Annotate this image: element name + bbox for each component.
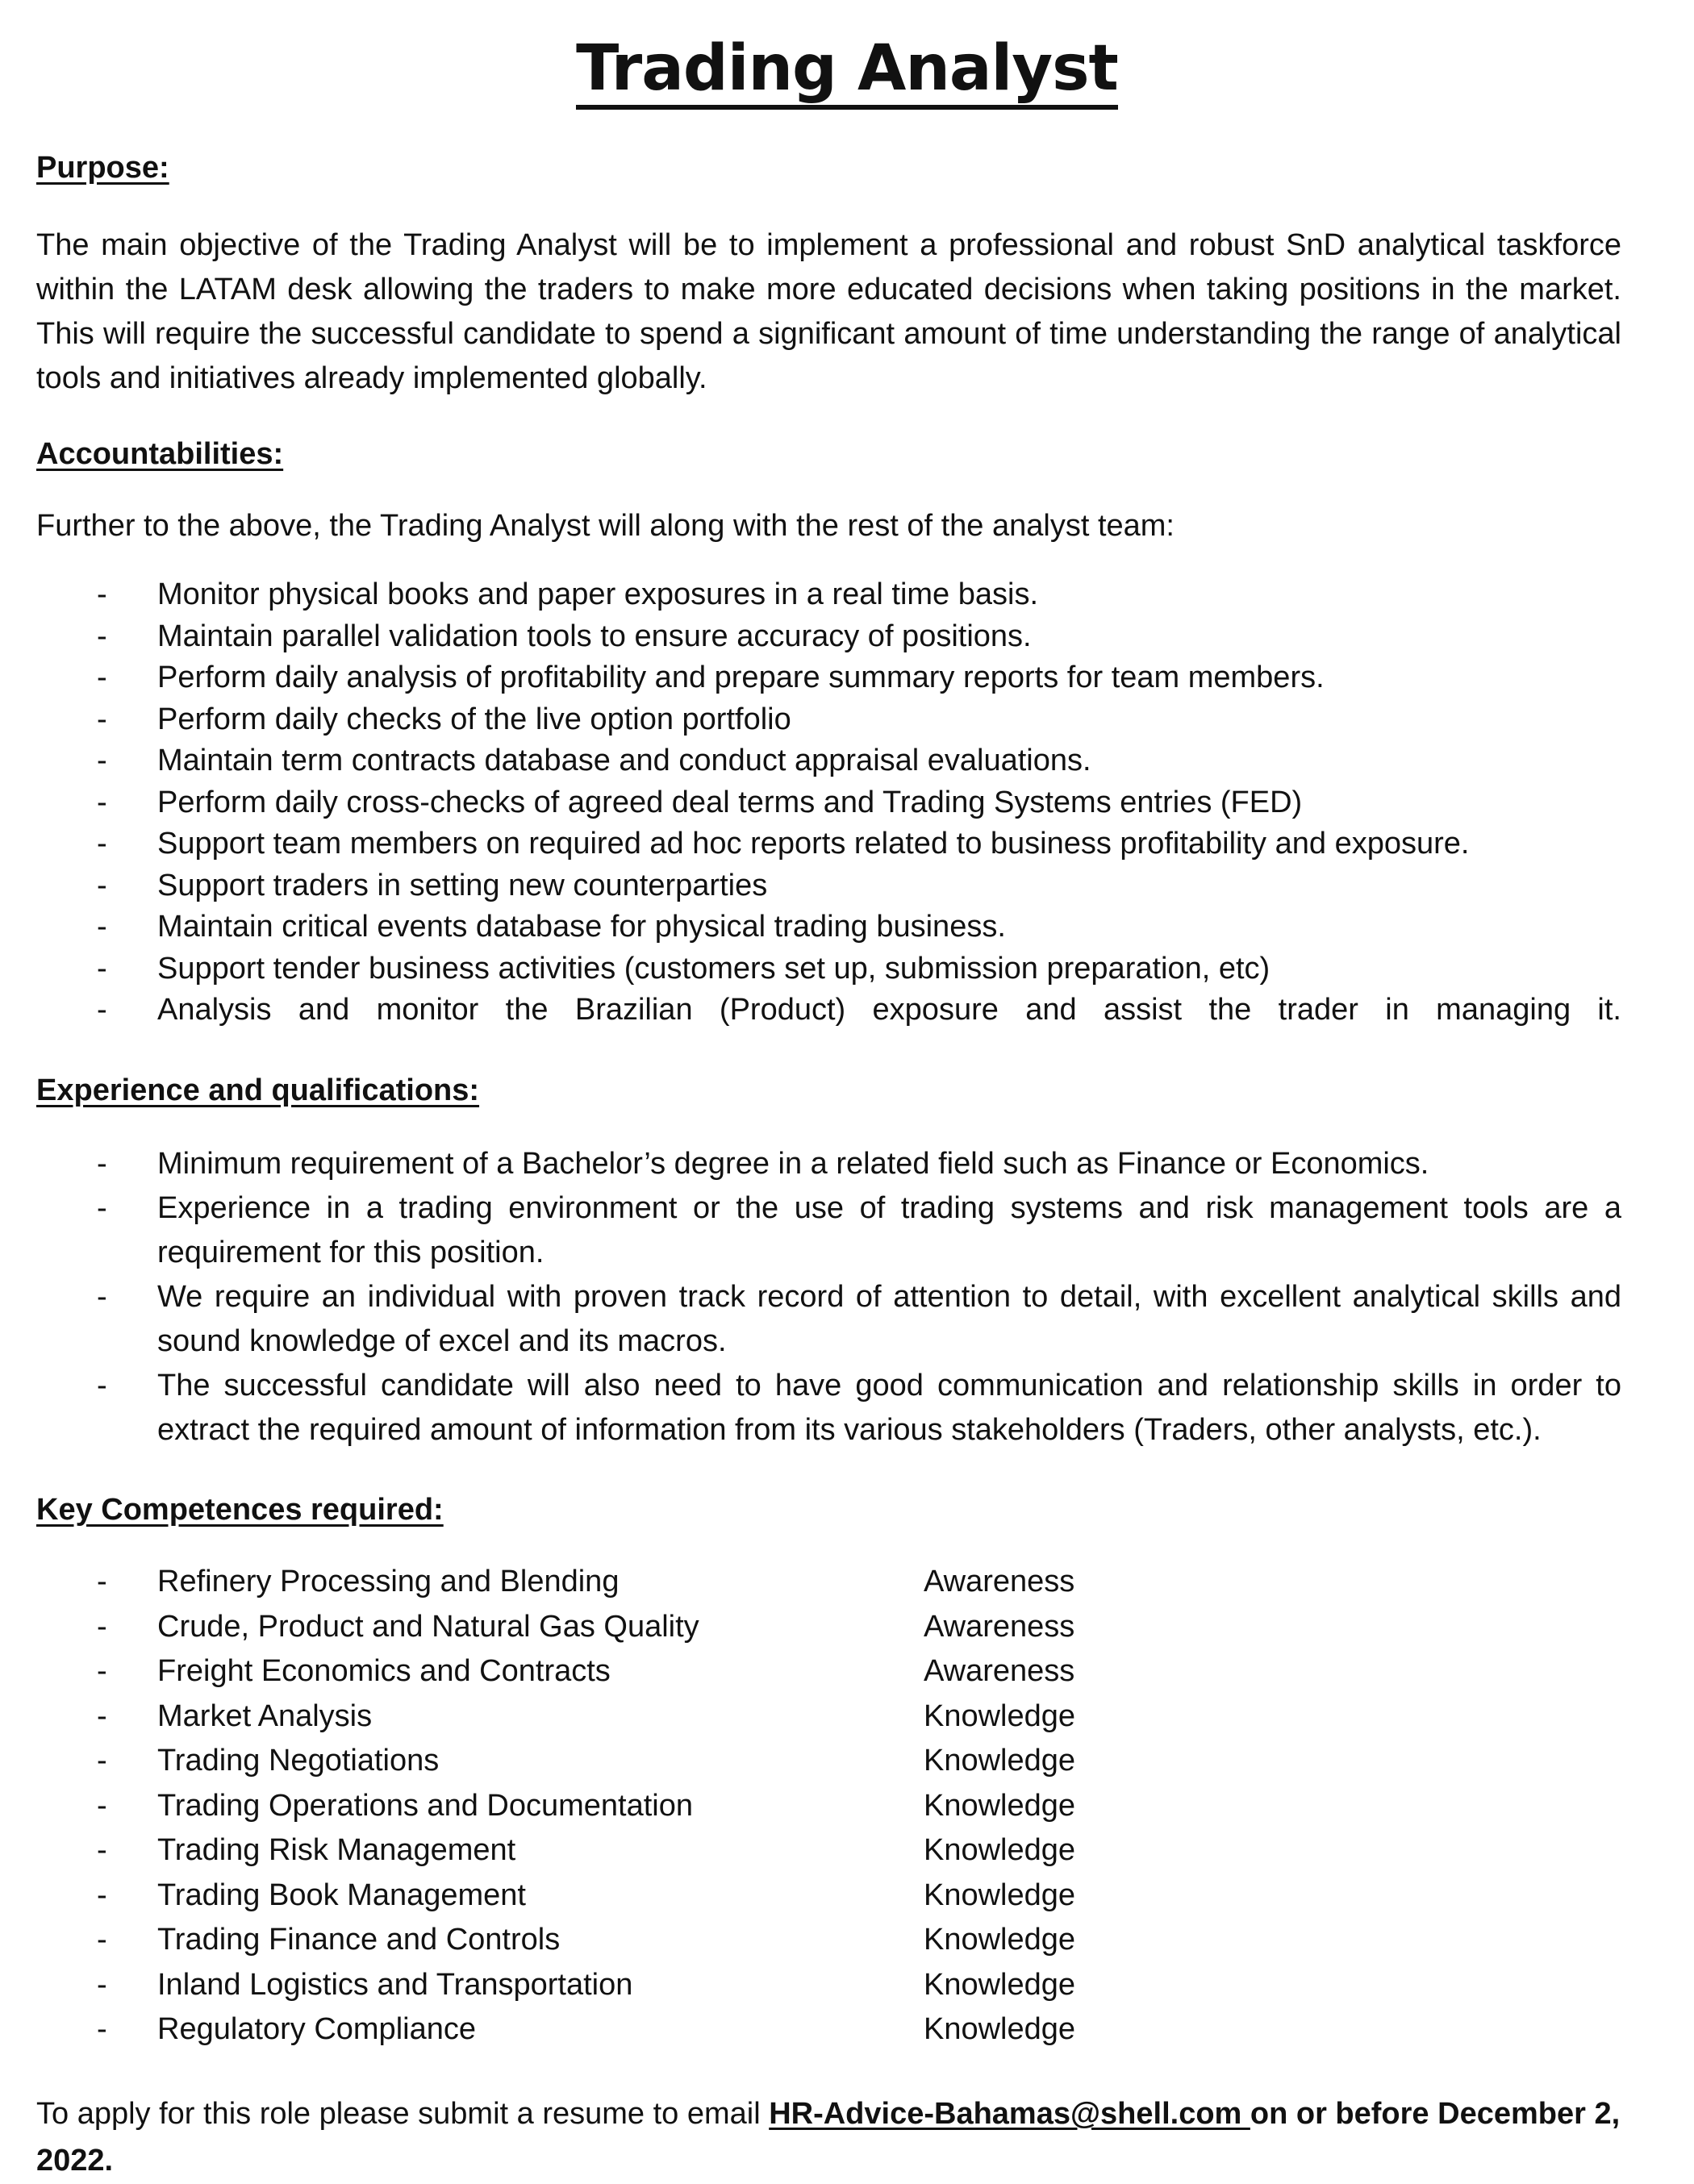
list-item: - Support tender business activities (customers set up, submission preparation, etc) bbox=[36, 948, 1621, 990]
list-item: - Maintain critical events database for physical trading business. bbox=[36, 907, 1621, 948]
bullet-dash: - bbox=[97, 1833, 107, 1867]
list-item: - Support traders in setting new counterparties bbox=[36, 865, 1621, 907]
competence-row bbox=[36, 1739, 1621, 1784]
competence-row bbox=[36, 1649, 1621, 1694]
competence-name: Trading Negotiations bbox=[157, 1744, 440, 1778]
bullet-dash: - bbox=[97, 1698, 107, 1733]
bullet-dash: - bbox=[97, 1369, 107, 1403]
competence-name: Refinery Processing and Blending bbox=[157, 1565, 620, 1598]
accountabilities-heading: Accountabilities: bbox=[36, 437, 284, 471]
list-item: - Maintain parallel validation tools to ensure accuracy of positions. bbox=[36, 616, 1621, 658]
bullet-dash: - bbox=[97, 1609, 107, 1644]
list-item: - Support team members on required ad hoc reports related to business profitability and exposure. bbox=[36, 823, 1621, 865]
competence-name: Market Analysis bbox=[157, 1698, 373, 1733]
bullet-dash: - bbox=[97, 577, 107, 611]
apply-email-link[interactable]: HR-Advice-Bahamas@shell.com bbox=[769, 2097, 1250, 2131]
bullet-dash: - bbox=[97, 1744, 107, 1778]
competence-level: Knowledge bbox=[924, 2012, 1076, 2046]
competence-level: Knowledge bbox=[924, 1744, 1076, 1778]
competences-heading: Key Competences required: bbox=[36, 1493, 444, 1527]
bullet-dash: - bbox=[97, 702, 107, 736]
list-item: - Perform daily cross-checks of agreed deal terms and Trading Systems entries (FED) bbox=[36, 782, 1621, 824]
accountabilities-list bbox=[36, 574, 1621, 1032]
competence-row bbox=[36, 1963, 1621, 2008]
apply-instructions: To apply for this role please submit a resume to email HR-Advice-Bahamas@shell.com on or before December 2, 2022. bbox=[36, 2097, 1621, 2178]
competence-level: Knowledge bbox=[924, 1698, 1076, 1733]
competence-name: Trading Risk Management bbox=[157, 1833, 516, 1867]
competence-row bbox=[36, 1784, 1621, 1829]
bullet-dash: - bbox=[97, 868, 107, 902]
list-item: - Experience in a trading environment or the use of trading systems and risk management tools are a requirement for this position. bbox=[36, 1186, 1621, 1275]
bullet-dash: - bbox=[97, 1788, 107, 1823]
competence-level: Knowledge bbox=[924, 1967, 1076, 2002]
competence-name: Crude, Product and Natural Gas Quality bbox=[157, 1609, 699, 1644]
competence-name: Regulatory Compliance bbox=[157, 2012, 476, 2046]
competence-row bbox=[36, 1828, 1621, 1873]
competence-name: Trading Book Management bbox=[157, 1878, 526, 1912]
apply-deadline: on or before December 2, 2022. bbox=[36, 2097, 1621, 2178]
list-item: - We require an individual with proven track record of attention to detail, with excellent analytical skills and sound knowledge of excel and its macros. bbox=[36, 1275, 1621, 1364]
bullet-dash: - bbox=[97, 1280, 107, 1314]
list-item: - Perform daily analysis of profitability and prepare summary reports for team members. bbox=[36, 657, 1621, 699]
competence-level: Knowledge bbox=[924, 1923, 1076, 1957]
list-item: - Perform daily checks of the live option portfolio bbox=[36, 699, 1621, 741]
competence-level: Knowledge bbox=[924, 1878, 1076, 1912]
competence-row bbox=[36, 1694, 1621, 1740]
list-item: - The successful candidate will also need to have good communication and relationship skills in order to extract the required amount of information from its various stakeholders (Traders, other analysts, etc.). bbox=[36, 1364, 1621, 1453]
bullet-dash: - bbox=[97, 993, 107, 1027]
competence-row bbox=[36, 2007, 1621, 2053]
bullet-dash: - bbox=[97, 1191, 107, 1225]
page-title: Trading Analyst bbox=[0, 24, 1694, 113]
accountabilities-intro: Further to the above, the Trading Analyst will along with the rest of the analyst team: bbox=[36, 509, 1175, 543]
list-item: - Maintain term contracts database and conduct appraisal evaluations. bbox=[36, 740, 1621, 782]
bullet-dash: - bbox=[97, 1654, 107, 1688]
experience-list bbox=[36, 1142, 1621, 1453]
bullet-dash: - bbox=[97, 1967, 107, 2002]
bullet-dash: - bbox=[97, 661, 107, 694]
competences-list bbox=[36, 1560, 1621, 2053]
competence-level: Awareness bbox=[924, 1565, 1075, 1598]
competence-row bbox=[36, 1560, 1621, 1605]
purpose-heading: Purpose: bbox=[36, 151, 169, 185]
bullet-dash: - bbox=[97, 1878, 107, 1912]
competence-name: Trading Finance and Controls bbox=[157, 1923, 561, 1957]
competence-name: Freight Economics and Contracts bbox=[157, 1654, 611, 1688]
competence-row bbox=[36, 1605, 1621, 1650]
bullet-dash: - bbox=[97, 1147, 107, 1181]
competence-level: Awareness bbox=[924, 1609, 1075, 1644]
competence-name: Inland Logistics and Transportation bbox=[157, 1967, 633, 2002]
competence-row bbox=[36, 1918, 1621, 1963]
bullet-dash: - bbox=[97, 1565, 107, 1598]
bullet-dash: - bbox=[97, 619, 107, 653]
competence-level: Knowledge bbox=[924, 1788, 1076, 1823]
purpose-paragraph: The main objective of the Trading Analyst will be to implement a professional and robust SnD analytical taskforce within the LATAM desk allowing the traders to make more educated decisions when taking positions in the market. This will require the successful candidate to spend a significant amount of time understanding the range of analytical tools and initiatives already implemented globally. bbox=[36, 228, 1621, 395]
bullet-dash: - bbox=[97, 1923, 107, 1957]
bullet-dash: - bbox=[97, 744, 107, 777]
bullet-dash: - bbox=[97, 785, 107, 819]
competence-row bbox=[36, 1873, 1621, 1919]
experience-heading: Experience and qualifications: bbox=[36, 1073, 480, 1107]
competence-level: Awareness bbox=[924, 1654, 1075, 1688]
bullet-dash: - bbox=[97, 910, 107, 944]
competence-name: Trading Operations and Documentation bbox=[157, 1788, 693, 1823]
list-item: - Analysis and monitor the Brazilian (Product) exposure and assist the trader in managing it. bbox=[36, 990, 1621, 1032]
bullet-dash: - bbox=[97, 827, 107, 861]
list-item: - Minimum requirement of a Bachelor’s degree in a related field such as Finance or Economics. bbox=[36, 1142, 1621, 1186]
bullet-dash: - bbox=[97, 2012, 107, 2046]
list-item: - Monitor physical books and paper exposures in a real time basis. bbox=[36, 574, 1621, 616]
bullet-dash: - bbox=[97, 951, 107, 986]
competence-level: Knowledge bbox=[924, 1833, 1076, 1867]
